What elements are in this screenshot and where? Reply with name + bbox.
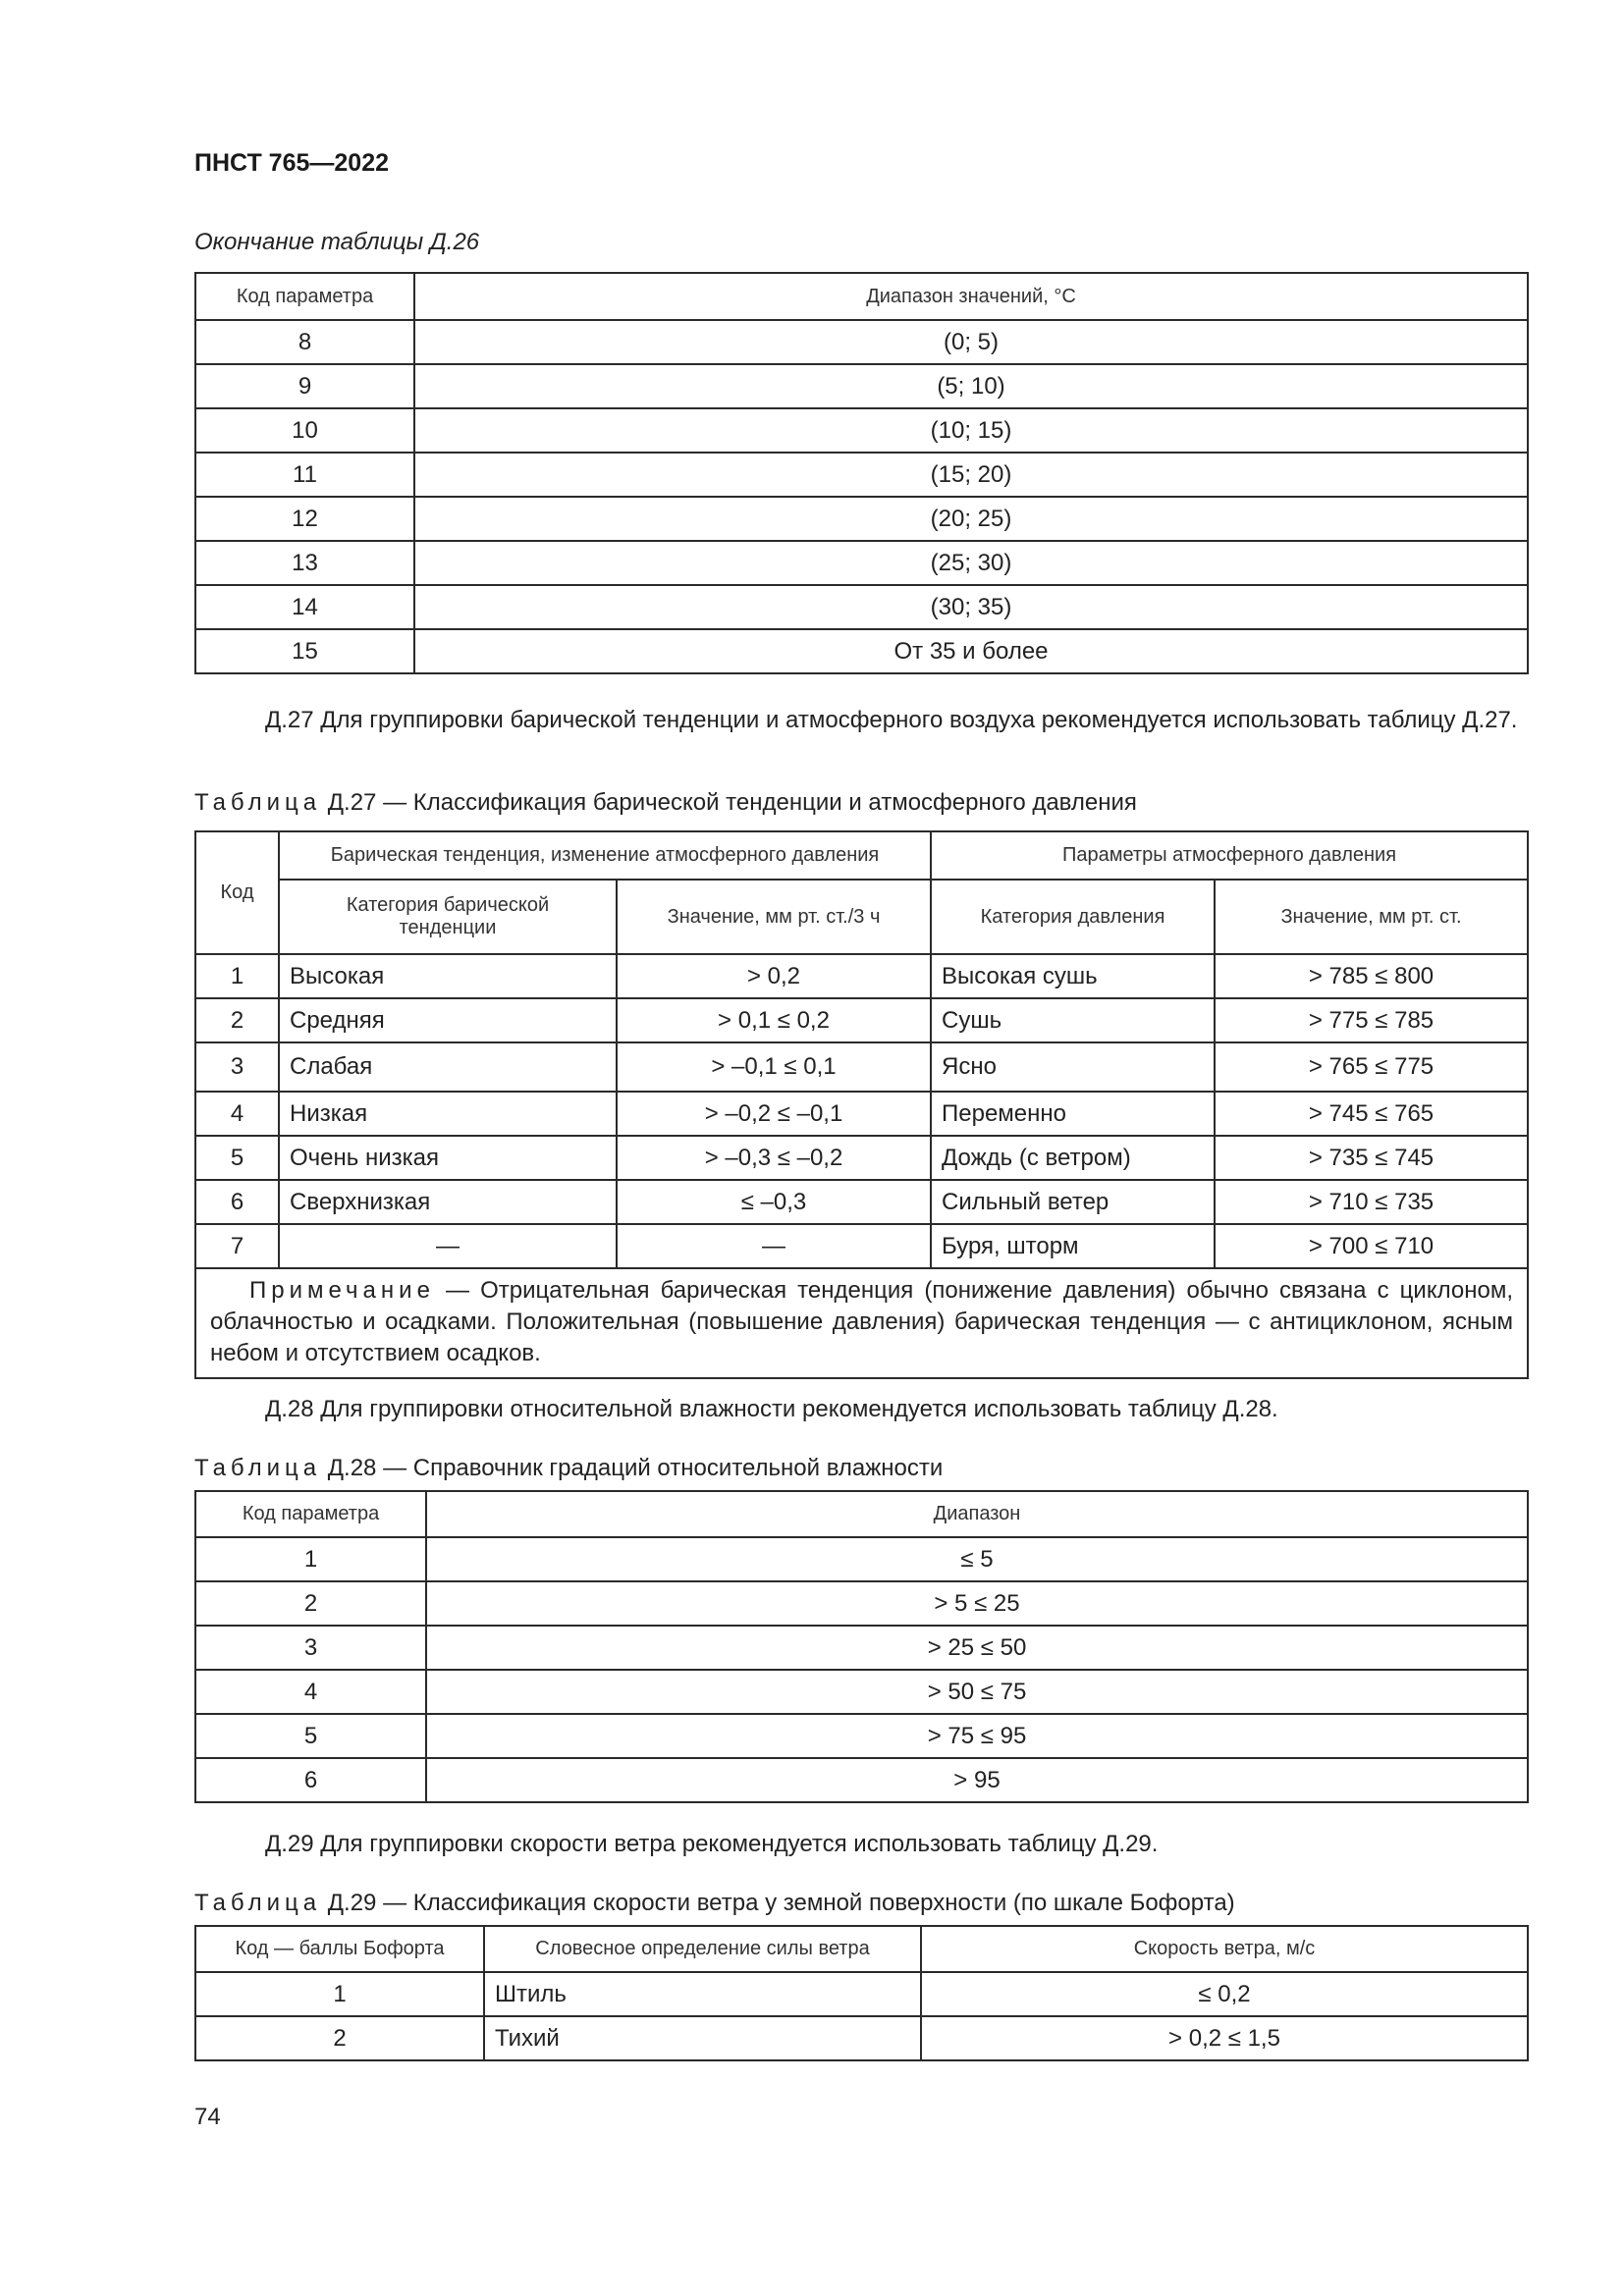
- table-d27-cell-tendency-value: > –0,1 ≤ 0,1: [617, 1042, 931, 1092]
- table-d29-cell-speed: ≤ 0,2: [921, 1972, 1528, 2016]
- table-row: [195, 453, 1528, 497]
- table-d27-cell-tendency-category: Средняя: [279, 998, 617, 1042]
- table-row: [195, 497, 1528, 541]
- table-d27-header-pressure-group: Параметры атмосферного давления: [931, 831, 1528, 880]
- table-d29-header-description: Словесное определение силы ветра: [484, 1926, 921, 1972]
- table-d28-cell-code: 1: [195, 1537, 426, 1581]
- table-row: [195, 629, 1528, 673]
- table-d27-cell-tendency-category: Сверхнизкая: [279, 1180, 617, 1224]
- table-row: [195, 585, 1528, 629]
- table-d26-cell-code: 12: [195, 497, 414, 541]
- table-d26-cell-code: 11: [195, 453, 414, 497]
- paragraph-d27: Д.27 Для группировки барической тенденции и атмосферного воздуха рекомендуется использовать таблицу Д.27.: [265, 707, 1518, 733]
- table-d27-cell-tendency-category: Высокая: [279, 954, 617, 998]
- table-d28-cell-range: ≤ 5: [426, 1537, 1528, 1581]
- table-d26-cell-range: (0; 5): [414, 320, 1528, 364]
- table-d28-header-range: Диапазон: [426, 1491, 1528, 1537]
- page-number: 74: [194, 2104, 221, 2130]
- table-d28-cell-code: 5: [195, 1714, 426, 1758]
- table-d27-cell-pressure-value: > 700 ≤ 710: [1215, 1224, 1528, 1268]
- table-row: [195, 1136, 1528, 1180]
- table-d26-cell-code: 15: [195, 629, 414, 673]
- table-d27-cell-tendency-value: > –0,3 ≤ –0,2: [617, 1136, 931, 1180]
- table-d28-caption-prefix: Таблица: [194, 1455, 322, 1481]
- table-row: [195, 954, 1528, 998]
- table-d27-cell-tendency-category: Низкая: [279, 1092, 617, 1136]
- table-d29-caption-text: Д.29 — Классификация скорости ветра у земной поверхности (по шкале Бофорта): [327, 1890, 1235, 1916]
- table-row: [195, 320, 1528, 364]
- table-d29-cell-code: 1: [195, 1972, 484, 2016]
- table-d28: [194, 1490, 1529, 1803]
- table-d26-continuation-caption: Окончание таблицы Д.26: [194, 229, 480, 255]
- table-d27-cell-pressure-value: > 775 ≤ 785: [1215, 998, 1528, 1042]
- table-d27-cell-tendency-value: ≤ –0,3: [617, 1180, 931, 1224]
- table-d29-caption: [194, 1890, 1235, 1917]
- table-d27-cell-code: 2: [195, 998, 279, 1042]
- table-d27-cell-pressure-value: > 765 ≤ 775: [1215, 1042, 1528, 1092]
- table-d29-header-code: Код — баллы Бофорта: [195, 1926, 484, 1972]
- table-d28-cell-range: > 5 ≤ 25: [426, 1581, 1528, 1626]
- table-d27-cell-pressure-category: Сушь: [931, 998, 1215, 1042]
- table-d27-header-tendency-value: Значение, мм рт. ст./3 ч: [617, 880, 931, 954]
- table-d28-cell-code: 4: [195, 1670, 426, 1714]
- table-d26-cell-range: (15; 20): [414, 453, 1528, 497]
- table-row: [195, 408, 1528, 453]
- table-d26-cell-code: 10: [195, 408, 414, 453]
- table-d27-note-text: — Отрицательная барическая тенденция (понижение давления) обычно связана с циклоном, облачностью и осадками. Положительная (повышение давления) барическая тенденция — с антициклоном, ясным небом и отсутствием осадков.: [210, 1277, 1513, 1366]
- table-d27-cell-pressure-category: Дождь (с ветром): [931, 1136, 1215, 1180]
- table-d29: [194, 1925, 1529, 2061]
- table-row: [195, 1626, 1528, 1670]
- table-d27-header-tendency-group: Барическая тенденция, изменение атмосферного давления: [279, 831, 931, 880]
- table-d27-cell-pressure-value: > 710 ≤ 735: [1215, 1180, 1528, 1224]
- paragraph-d28: Д.28 Для группировки относительной влажности рекомендуется использовать таблицу Д.28.: [265, 1396, 1278, 1422]
- table-d27-cell-code: 3: [195, 1042, 279, 1092]
- table-d27-cell-pressure-value: > 785 ≤ 800: [1215, 954, 1528, 998]
- table-d28-cell-range: > 75 ≤ 95: [426, 1714, 1528, 1758]
- table-d29-header-speed: Скорость ветра, м/с: [921, 1926, 1528, 1972]
- table-d27-cell-code: 7: [195, 1224, 279, 1268]
- table-d27-cell-code: 5: [195, 1136, 279, 1180]
- table-d28-cell-code: 2: [195, 1581, 426, 1626]
- table-d26-cell-range: (5; 10): [414, 364, 1528, 408]
- table-d28-header-code: Код параметра: [195, 1491, 426, 1537]
- table-d27-cell-tendency-value: > 0,1 ≤ 0,2: [617, 998, 931, 1042]
- table-row: [195, 541, 1528, 585]
- table-d26-cell-range: От 35 и более: [414, 629, 1528, 673]
- table-d27-header-pressure-value: Значение, мм рт. ст.: [1215, 880, 1528, 954]
- table-d26-cell-code: 8: [195, 320, 414, 364]
- table-d27-header-tendency-category: Категория барической тенденции: [279, 880, 617, 954]
- table-d28-cell-code: 6: [195, 1758, 426, 1802]
- table-d26-cell-code: 9: [195, 364, 414, 408]
- table-d27-caption: [194, 789, 1137, 817]
- table-d27-cell-code: 6: [195, 1180, 279, 1224]
- table-d27-cell-pressure-category: Ясно: [931, 1042, 1215, 1092]
- table-d27-cell-tendency-category: Слабая: [279, 1042, 617, 1092]
- table-row: [195, 1670, 1528, 1714]
- table-d27-cell-code: 1: [195, 954, 279, 998]
- table-d28-caption-text: Д.28 — Справочник градаций относительной влажности: [327, 1455, 944, 1481]
- table-d26-header-range: Диапазон значений, °С: [414, 273, 1528, 320]
- paragraph-d29: Д.29 Для группировки скорости ветра рекомендуется использовать таблицу Д.29.: [265, 1831, 1159, 1857]
- table-d26-cell-code: 14: [195, 585, 414, 629]
- table-d27-cell-pressure-category: Буря, шторм: [931, 1224, 1215, 1268]
- table-d28-cell-range: > 25 ≤ 50: [426, 1626, 1528, 1670]
- table-row: [195, 364, 1528, 408]
- table-d26-cell-range: (20; 25): [414, 497, 1528, 541]
- table-d27-note: [195, 1268, 1528, 1378]
- table-d26-header-code: Код параметра: [195, 273, 414, 320]
- document-id: ПНСТ 765—2022: [194, 149, 389, 177]
- table-d28-caption: [194, 1455, 943, 1482]
- table-row: [195, 1224, 1528, 1268]
- table-d27-header-pressure-category: Категория давления: [931, 880, 1215, 954]
- table-d27-cell-pressure-category: Сильный ветер: [931, 1180, 1215, 1224]
- table-row: [195, 1042, 1528, 1092]
- table-d27-cell-tendency-value: > 0,2: [617, 954, 931, 998]
- table-d29-cell-speed: > 0,2 ≤ 1,5: [921, 2016, 1528, 2060]
- table-row: [195, 1581, 1528, 1626]
- table-row: [195, 1972, 1528, 2016]
- table-d26-cell-code: 13: [195, 541, 414, 585]
- table-d29-cell-description: Тихий: [484, 2016, 921, 2060]
- table-d27-caption-text: Д.27 — Классификация барической тенденции и атмосферного давления: [327, 789, 1137, 816]
- table-d27-cell-pressure-value: > 735 ≤ 745: [1215, 1136, 1528, 1180]
- table-row: [195, 1180, 1528, 1224]
- table-d27-cell-tendency-category: —: [279, 1224, 617, 1268]
- table-d27-cell-tendency-value: —: [617, 1224, 931, 1268]
- table-d27-note-label: Примечание: [249, 1277, 435, 1304]
- table-d27-cell-tendency-value: > –0,2 ≤ –0,1: [617, 1092, 931, 1136]
- table-d27-cell-tendency-category: Очень низкая: [279, 1136, 617, 1180]
- table-d27-cell-pressure-category: Переменно: [931, 1092, 1215, 1136]
- table-d29-cell-description: Штиль: [484, 1972, 921, 2016]
- table-row: [195, 1714, 1528, 1758]
- table-row: [195, 2016, 1528, 2060]
- table-d26-cell-range: (30; 35): [414, 585, 1528, 629]
- table-d28-cell-range: > 50 ≤ 75: [426, 1670, 1528, 1714]
- table-d27-note-row: [195, 1268, 1528, 1378]
- table-d27-cell-pressure-value: > 745 ≤ 765: [1215, 1092, 1528, 1136]
- table-d26-cell-range: (10; 15): [414, 408, 1528, 453]
- table-row: [195, 1758, 1528, 1802]
- table-d26-cell-range: (25; 30): [414, 541, 1528, 585]
- table-row: [195, 1092, 1528, 1136]
- table-d28-cell-range: > 95: [426, 1758, 1528, 1802]
- table-d27: [194, 830, 1529, 1379]
- table-d27-caption-prefix: Таблица: [194, 789, 322, 816]
- table-row: [195, 1537, 1528, 1581]
- table-d26: [194, 272, 1529, 674]
- table-d27-header-code: Код: [195, 831, 279, 954]
- table-d27-cell-pressure-category: Высокая сушь: [931, 954, 1215, 998]
- table-d28-cell-code: 3: [195, 1626, 426, 1670]
- table-d27-cell-code: 4: [195, 1092, 279, 1136]
- table-d29-caption-prefix: Таблица: [194, 1890, 322, 1916]
- table-row: [195, 998, 1528, 1042]
- table-d29-cell-code: 2: [195, 2016, 484, 2060]
